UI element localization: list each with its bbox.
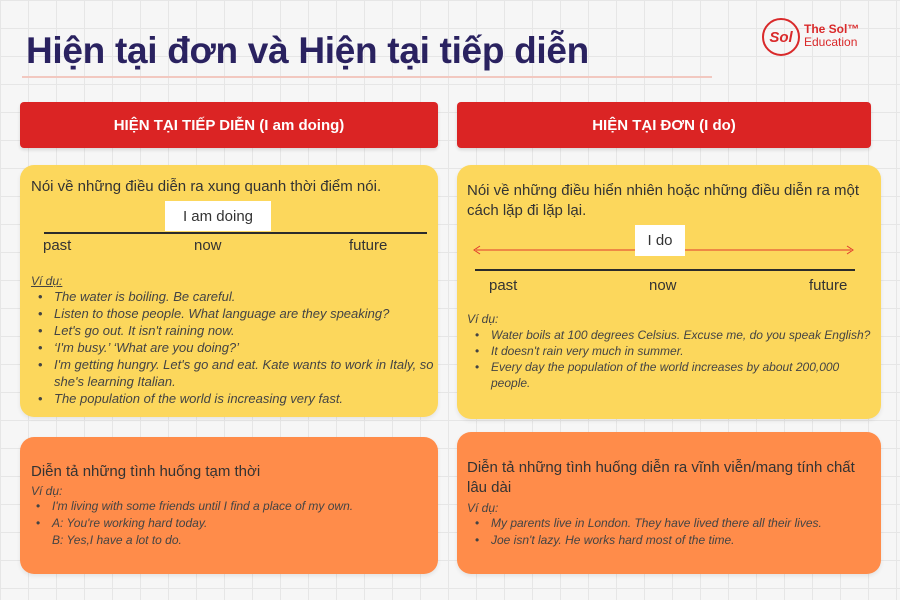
example-list	[467, 327, 871, 391]
example-label: Ví dụ:	[31, 274, 63, 288]
timeline-line	[475, 269, 855, 271]
logo-mark: Sol	[762, 18, 800, 56]
example-label: Ví dụ:	[31, 484, 63, 498]
card-continuous-usage	[20, 165, 438, 417]
card-simple-usage	[457, 165, 881, 419]
card-simple-permanent	[457, 432, 881, 574]
timeline-past-label: past	[43, 237, 72, 254]
timeline-future-label: future	[809, 277, 848, 294]
list-item: • My parents live in London. They have lived there all their lives.	[467, 515, 871, 532]
card-description: Nói về những điều diễn ra xung quanh thời điểm nói.	[31, 178, 382, 195]
list-item: • Joe isn't lazy. He works hard most of the time.	[467, 532, 871, 549]
timeline-box: I am doing	[165, 201, 271, 231]
title-underline	[22, 76, 712, 78]
list-item: B: Yes,I have a lot to do.	[52, 533, 182, 547]
card-description: Nói về những điều hiển nhiên hoặc những điều diễn ra một cách lặp đi lặp lại.	[467, 182, 860, 219]
card-description: Diễn tả những tình huống tạm thời	[31, 463, 261, 480]
list-item: • Every day the population of the world increases by about 200,000 people.	[467, 359, 871, 391]
timeline-future-label: future	[349, 237, 388, 254]
list-item: • The water is boiling. Be careful.	[30, 288, 434, 305]
example-label: Ví dụ:	[467, 312, 499, 326]
list-item: • ‘I'm busy.’ ‘What are you doing?’	[30, 339, 434, 356]
list-item: • Listen to those people. What language are they speaking?	[30, 305, 434, 322]
timeline-line	[44, 232, 427, 234]
example-list	[28, 498, 432, 549]
list-item: • Let's go out. It isn't raining now.	[30, 322, 434, 339]
example-label: Ví dụ:	[467, 501, 499, 515]
timeline-now-label: now	[649, 277, 677, 294]
list-item: • I'm living with some friends until I find a place of my own.	[28, 498, 432, 515]
header-present-continuous: HIỆN TẠI TIẾP DIỄN (I am doing)	[20, 102, 438, 148]
timeline-now-label: now	[194, 237, 222, 254]
logo-name: The Sol™	[804, 22, 860, 36]
example-list	[30, 288, 434, 407]
list-item: • It doesn't rain very much in summer.	[467, 343, 871, 359]
list-item: • I'm getting hungry. Let's go and eat. Kate wants to work in Italy, so she's learning Italian.	[30, 356, 434, 390]
page-title: Hiện tại đơn và Hiện tại tiếp diễn	[26, 30, 589, 71]
card-description: Diễn tả những tình huống diễn ra vĩnh viễn/mang tính chất lâu dài	[467, 459, 855, 496]
header-present-simple: HIỆN TẠI ĐƠN (I do)	[457, 102, 871, 148]
list-item: • A: You're working hard today.	[28, 515, 432, 532]
list-item: • The population of the world is increasing very fast.	[30, 390, 434, 407]
example-list	[467, 515, 871, 549]
list-item: • Water boils at 100 degrees Celsius. Excuse me, do you speak English?	[467, 327, 871, 343]
timeline-past-label: past	[489, 277, 518, 294]
card-continuous-temporary	[20, 437, 438, 574]
timeline-box: I do	[635, 225, 685, 256]
brand-logo	[762, 18, 872, 58]
logo-subtitle: Education	[804, 35, 858, 49]
